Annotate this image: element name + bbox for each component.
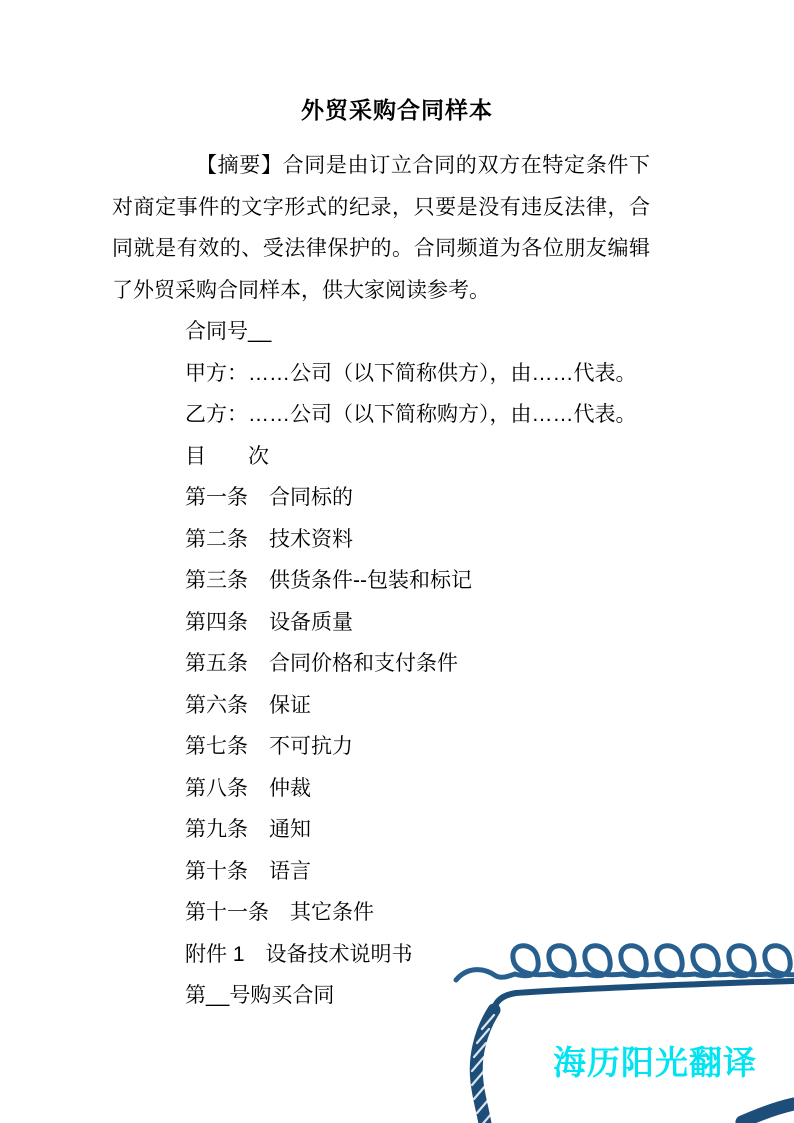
toc-item-1: 第一条 合同标的 (185, 486, 353, 509)
toc-item-2: 第二条 技术资料 (185, 527, 353, 551)
contract-number-line: 合同号__ (185, 320, 272, 343)
party-a-line: 甲方：……公司（以下简称供方），由……代表。 (185, 361, 637, 385)
toc-item-5: 第五条 合同价格和支付条件 (185, 652, 458, 675)
watermark-text: 海历阳光翻译 (553, 1044, 757, 1081)
notebook-doodle (440, 930, 794, 1123)
notepad-top-edge (494, 981, 794, 1012)
toc-heading: 目 次 (185, 444, 269, 468)
toc-item-3: 第三条 供货条件--包装和标记 (185, 569, 472, 592)
coil-doodle-icon (456, 946, 794, 980)
attachment-line: 附件 1 设备技术说明书 (185, 942, 413, 966)
toc-item-11: 第十一条 其它条件 (185, 901, 374, 924)
notebook-doodle-drawing (440, 930, 794, 1123)
toc-item-10: 第十条 语言 (185, 859, 311, 883)
purchase-contract-line: 第__号购买合同 (185, 984, 335, 1007)
party-b-line: 乙方：……公司（以下简称购方），由……代表。 (185, 403, 637, 426)
bottom-corner-stroke (742, 1104, 794, 1122)
abstract-paragraph: 【摘要】合同是由订立合同的双方在特定条件下对商定事件的文字形式的纪录，只要是没有违反法律，合同就是有效的、受法律保护的。合同频道为各位朋友编辑了外贸采购合同样本，供大家阅读参考。 (112, 154, 650, 302)
toc-item-6: 第六条 保证 (185, 693, 311, 717)
toc-item-4: 第四条 设备质量 (185, 610, 353, 634)
toc-item-9: 第九条 通知 (185, 818, 311, 841)
toc-item-8: 第八条 仲裁 (185, 776, 311, 800)
page-title: 外贸采购合同样本 (301, 98, 493, 123)
document-body (112, 145, 650, 1017)
toc-item-7: 第七条 不可抗力 (185, 735, 353, 758)
